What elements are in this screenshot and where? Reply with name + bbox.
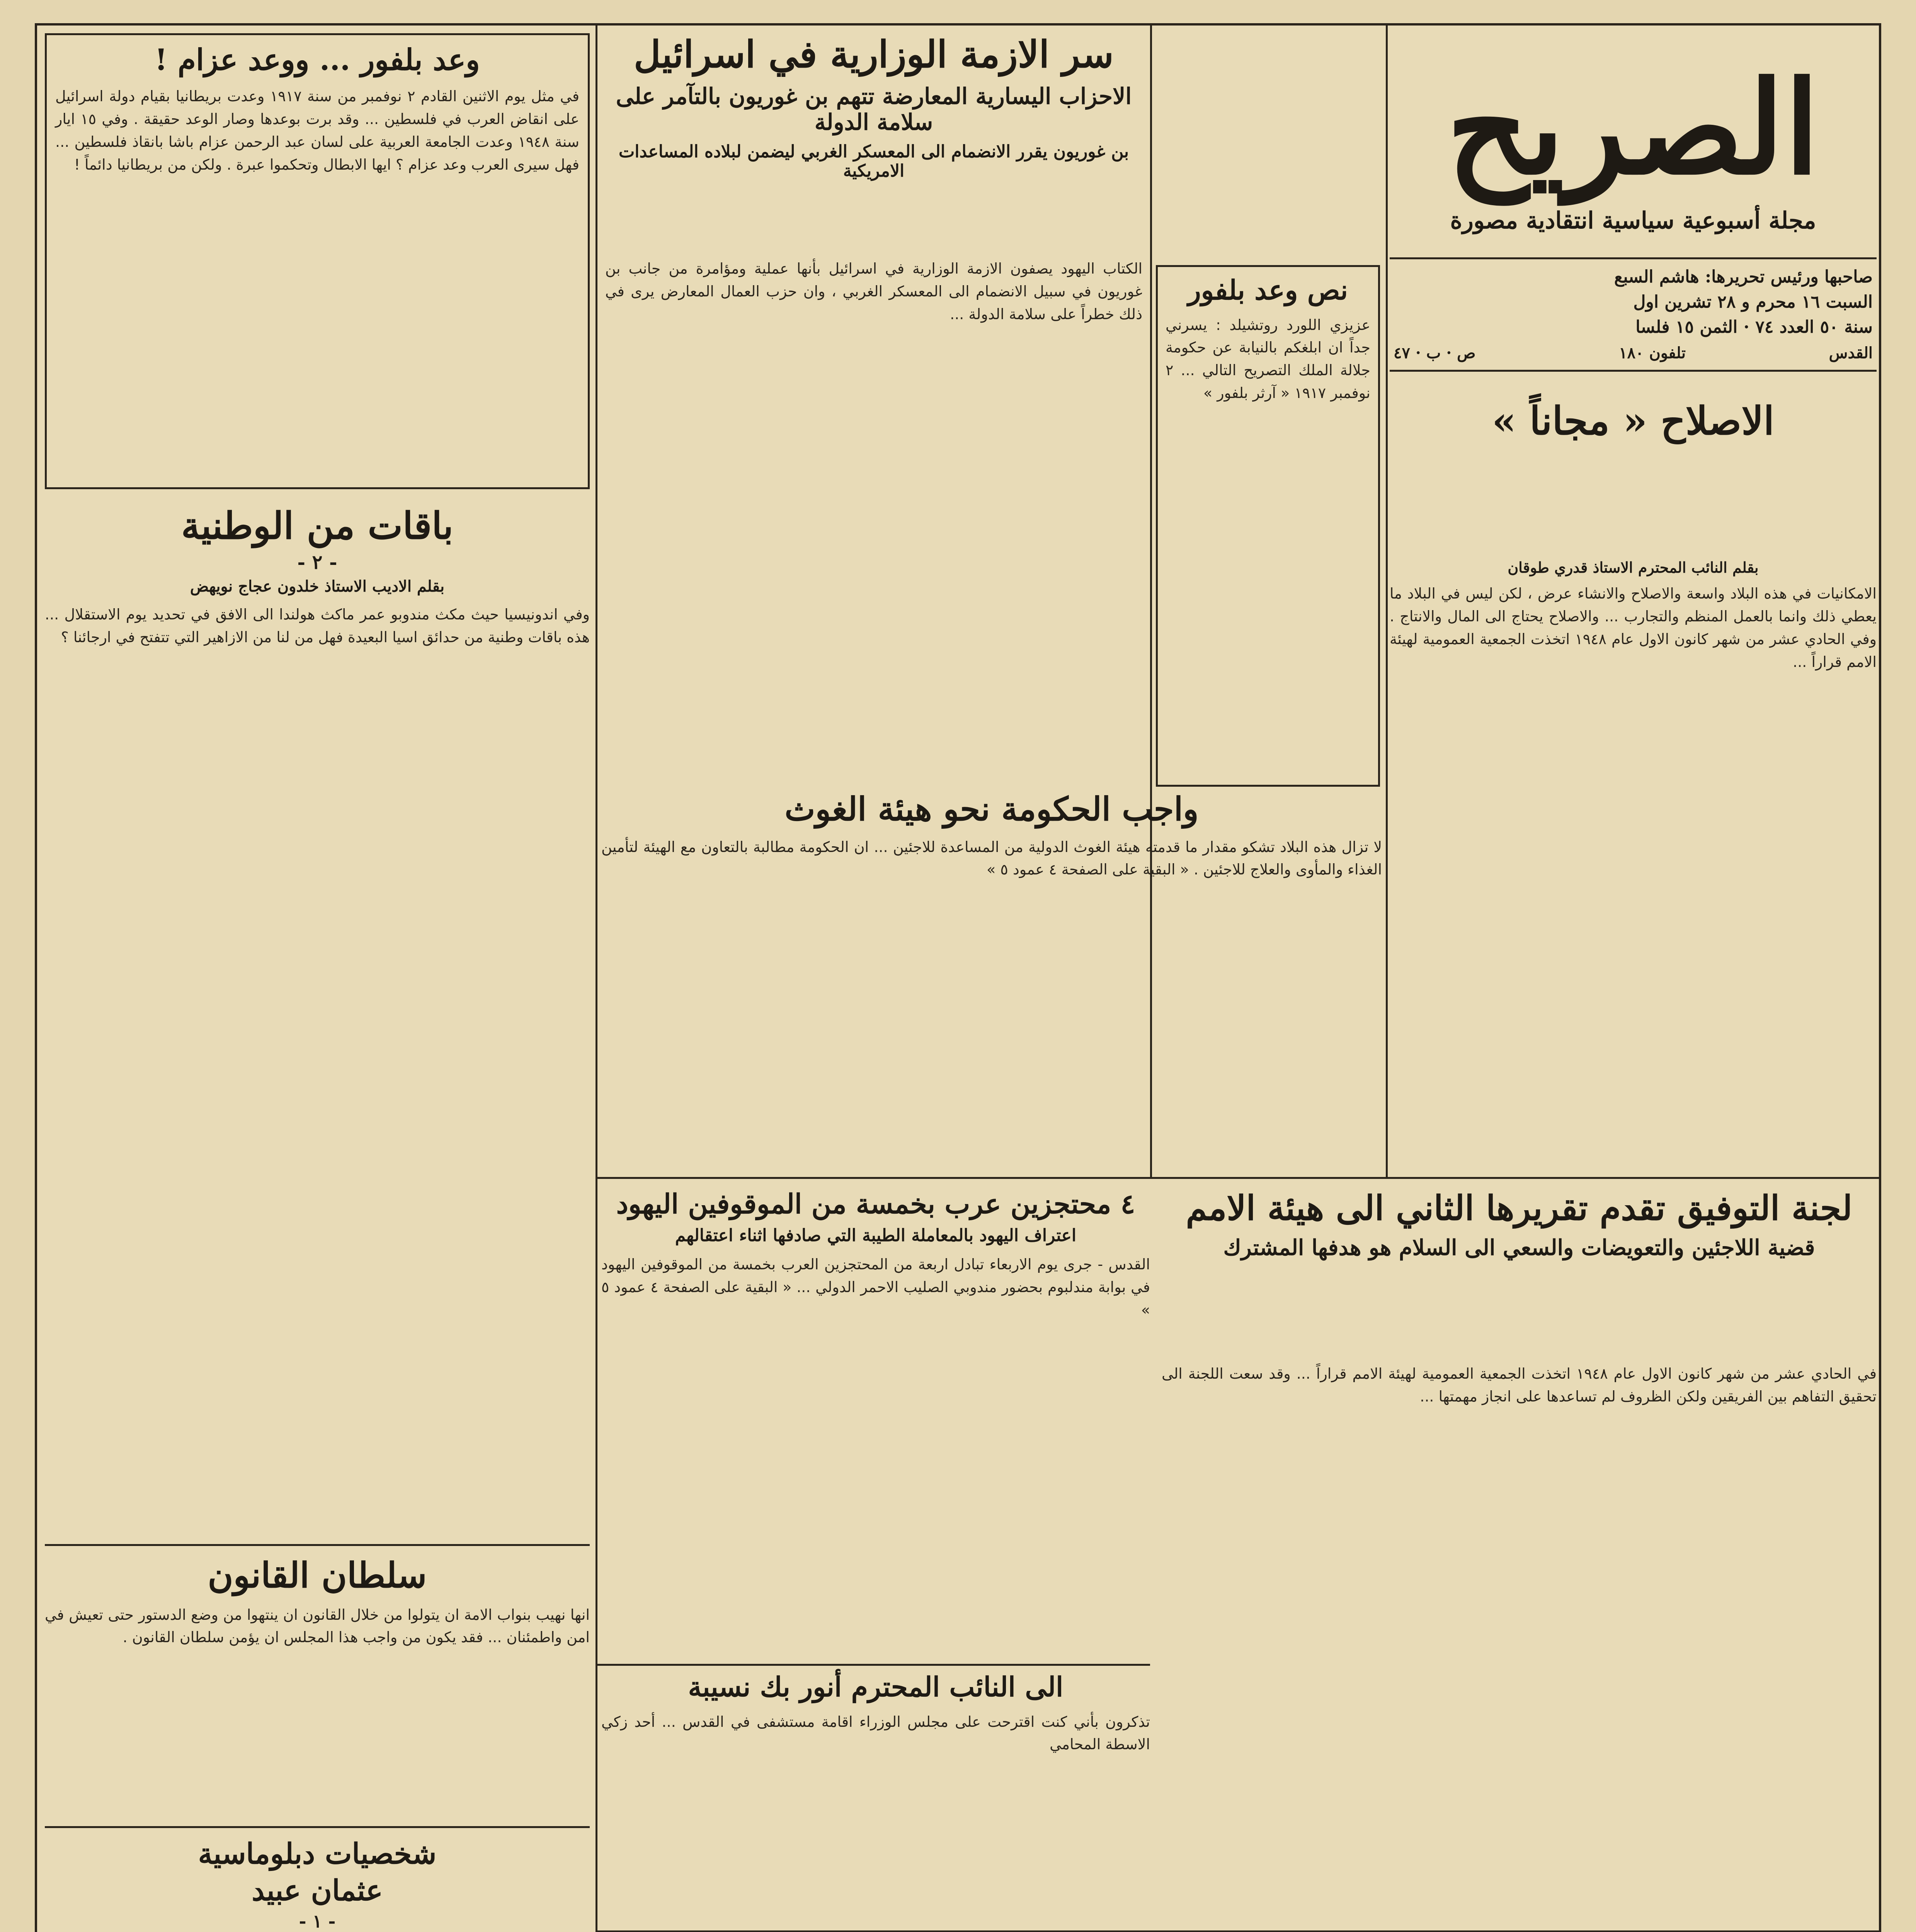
column-rule xyxy=(596,26,597,1932)
section-rule xyxy=(597,1664,1150,1666)
anwar-title: الى النائب المحترم أنور بك نسيبة xyxy=(688,1671,1063,1703)
diplomats-number: - ١ - xyxy=(299,1911,336,1932)
law-title: سلطان القانون xyxy=(208,1555,427,1596)
owner-line: صاحبها ورئيس تحريرها: هاشم السبع xyxy=(1614,267,1873,287)
phone-label: تلفون ١٨٠ xyxy=(1619,344,1686,362)
balfour-azzam-box xyxy=(45,33,590,489)
islah-title: الاصلاح « مجاناً » xyxy=(1492,398,1775,444)
balfour-text-box xyxy=(1156,265,1380,787)
detained-subtitle: اعتراف اليهود بالمعاملة الطيبة التي صادفها اثناء اعتقالهم xyxy=(675,1225,1077,1245)
diplomats-article xyxy=(45,1838,590,1932)
balfour-azzam-title: وعد بلفور ... ووعد عزام ! xyxy=(155,43,480,77)
crisis-subtitle: الاحزاب اليسارية المعارضة تتهم بن غوريون بالتآمر على سلامة الدولة xyxy=(616,83,1132,136)
conciliation-subtitle: قضية اللاجئين والتعويضات والسعي الى السلام هو هدفها المشترك xyxy=(1223,1235,1815,1261)
bouquets-article xyxy=(45,505,590,1548)
masthead xyxy=(1390,33,1877,551)
bouquets-title: باقات من الوطنية xyxy=(181,504,454,548)
balfour-text-body: عزيزي اللورد روتشيلد : يسرني جداً ان ابلغكم بالنيابة عن حكومة جلالة الملك التصريح التالي ... ٢ نوفمبر ١٩١٧ « آرثر بلفور » xyxy=(1166,316,1370,402)
section-rule xyxy=(597,1177,1881,1179)
anwar-article xyxy=(601,1672,1150,1923)
city-label: القدس xyxy=(1829,344,1873,362)
conciliation-title: لجنة التوفيق تقدم تقريرها الثاني الى هيئة الامم xyxy=(1186,1188,1853,1228)
diplomats-name: عثمان عبيد xyxy=(252,1874,383,1908)
islah-byline: بقلم النائب المحترم الاستاذ قدري طوقان xyxy=(1508,559,1759,576)
detained-title: ٤ محتجزين عرب بخمسة من الموقوفين اليهود xyxy=(616,1188,1135,1220)
crisis-title: سر الازمة الوزارية في اسرائيل xyxy=(634,32,1114,76)
bouquets-number: - ٢ - xyxy=(297,551,337,574)
islah-body: الامكانيات في هذه البلاد واسعة والاصلاح والانشاء عرض ، لكن ليس في البلاد ما يعطي ذلك وانما بالعمل المنظم والتجارب ... والاصلاح يحتاج الى المال والانتاج . وفي الحادي عشر من شهر كانون الاول عام ١٩٤٨ اتخذت الجمعية العمومية لهيئة الامم قراراً ... xyxy=(1390,585,1877,670)
ghawth-article xyxy=(601,791,1382,1173)
law-body: انها نهيب بنواب الامة ان يتولوا من خلال القانون ان ينتهوا من وضع الدستور حتى تعيش في امن واطمئنان ... فقد يكون من واجب هذا المجلس ان يؤمن سلطان القانون . xyxy=(45,1606,590,1646)
newspaper-page xyxy=(35,23,1881,1932)
anwar-body: تذكرون بأني كنت اقترحت على مجلس الوزراء اقامة مستشفى في القدس ... أحد زكي الاسطة المحامي xyxy=(601,1713,1150,1753)
law-article xyxy=(45,1556,590,1818)
date-line: السبت ١٦ محرم و ٢٨ تشرين اول xyxy=(1633,292,1873,312)
conciliation-header xyxy=(1158,1189,1880,1351)
balfour-azzam-body: في مثل يوم الاثنين القادم ٢ نوفمبر من سنة ١٩١٧ وعدت بريطانيا بقيام دولة اسرائيل على انقاض العرب في فلسطين ... وقد برت بوعدها وصار الوعد حقيقة . وفي ١٥ ايار سنة ١٩٤٨ وعدت الجامعة العربية على لسان عبد الرحمن عزام باشا بانقاذ فلسطين ... فهل سيرى العرب وعد عزام ؟ ايها الابطال وتحكموا عبرة . ولكن من بريطانيا دائماً ! xyxy=(55,88,579,173)
bouquets-byline: بقلم الاديب الاستاذ خلدون عجاج نويهض xyxy=(190,577,445,595)
crisis-body: الكتاب اليهود يصفون الازمة الوزارية في اسرائيل بأنها عملية ومؤامرة من جانب بن غوريون في سبيل الانضمام الى المعسكر الغربي ، وان حزب العمال المعارض يرى في ذلك خطراً على سلامة الدولة ... xyxy=(605,260,1142,323)
ghawth-title: واجب الحكومة نحو هيئة الغوث xyxy=(784,790,1199,828)
contact-row xyxy=(1394,344,1873,362)
ghawth-body: لا تزال هذه البلاد تشكو مقدار ما قدمته هيئة الغوث الدولية من المساعدة للاجئين ... ان الحكومة مطالبة بالتعاون مع الهيئة لتأمين الغذاء والمأوى والعلاج للاجئين . « البقية على الصفحة ٤ عمود ٥ » xyxy=(601,838,1382,878)
issue-line: سنة ٥٠ العدد ٧٤ · الثمن ١٥ فلسا xyxy=(1635,317,1873,337)
masthead-info xyxy=(1390,257,1877,372)
conciliation-article xyxy=(1162,1362,1877,1932)
bouquets-body: وفي اندونيسيا حيث مكث مندوبو عمر ماكث هولندا الى الافق في تحديد يوم الاستقلال ... هذه باقات وطنية من حدائق اسيا البعيدة فهل من لنا من الازاهير التي تتفتح في ارجائنا ؟ xyxy=(45,605,590,646)
pobox-label: ص · ب · ٤٧ xyxy=(1394,344,1476,362)
islah-article xyxy=(1390,559,1877,1173)
detained-article xyxy=(601,1189,1150,1652)
section-rule xyxy=(597,1930,1881,1932)
detained-body: القدس - جرى يوم الاربعاء تبادل اربعة من المحتجزين العرب بخمسة من الموقوفين اليهود في بوابة مندلبوم بحضور مندوبي الصليب الاحمر الدولي ... « البقية على الصفحة ٤ عمود ٥ » xyxy=(601,1256,1150,1318)
crisis-deck: بن غوريون يقرر الانضمام الى المعسكر الغربي ليضمن لبلاده المساعدات الامريكية xyxy=(618,141,1129,181)
section-rule xyxy=(45,1826,590,1828)
balfour-text-title: نص وعد بلفور xyxy=(1188,274,1348,306)
crisis-article xyxy=(605,257,1142,779)
conciliation-body: في الحادي عشر من شهر كانون الاول عام ١٩٤٨ اتخذت الجمعية العمومية لهيئة الامم قراراً ... وقد سعت اللجنة الى تحقيق التفاهم بين الفريقين ولكن الظروف لم تساعدها على انجاز مهمتها ... xyxy=(1162,1365,1877,1405)
masthead-title: الصريح xyxy=(1446,53,1820,203)
crisis-header xyxy=(601,33,1146,250)
section-rule xyxy=(45,1544,590,1546)
masthead-subtitle: مجلة أسبوعية سياسية انتقادية مصورة xyxy=(1450,207,1816,234)
column-rule xyxy=(1386,26,1388,1177)
diplomats-title: شخصيات دبلوماسية xyxy=(198,1837,437,1871)
